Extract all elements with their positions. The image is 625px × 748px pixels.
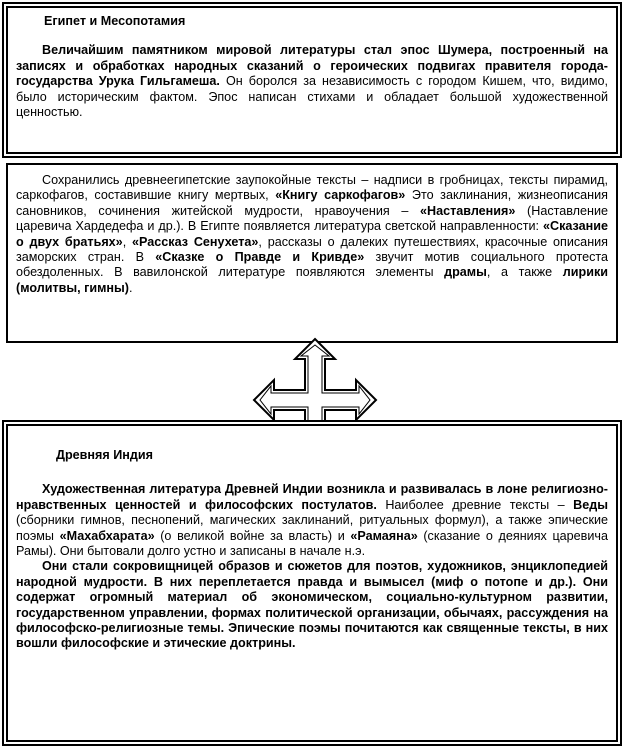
egypt-text-4: , [122,234,133,249]
vedas-term: Веды [573,497,609,512]
ancient-india-box [6,424,618,742]
ramayana-term: «Рамаяна» [350,528,418,543]
india-text-3: (о великой войне за власть) и [154,528,351,543]
egypt-text-7: , а также [486,265,563,280]
egypt-literature-paragraph [16,173,608,296]
lyrics-term: лирики (молитвы, гимны) [16,265,608,295]
gilgamesh-bold-text: Величайшим памятником мировой литературы стал эпос Шумера, построенный на записях и обработках народных сказаний о героических подвигах правителя города-государства Урука Гильгамеша. [16,43,608,89]
drama-term: драмы [444,265,487,280]
egypt-text-2: Это заклинания, жизнеописания сановников, сочинения житейской мудрости, нравоучения – [16,188,608,218]
india-text-4: (сказание о деяниях царевича Рамы). Они бытовали долго устно и записаны в начале н.э. [16,528,608,559]
tale-two-brothers: «Сказание о двух братьях» [16,219,608,249]
mahabharata-term: «Махабхарата» [59,528,155,543]
story-of-sinuhe: «Рассказ Сенухета» [132,234,259,249]
india-intro-bold: Художественная литература Древней Индии возникла и развивалась в лоне религиозно-нравственных ценностей и философских постулатов. [16,482,608,512]
egypt-mesopotamia-title: Египет и Месопотамия [44,14,186,28]
india-text-1: Наиболее древние тексты – [376,497,574,512]
egypt-mesopotamia-paragraph [16,43,608,120]
gilgamesh-text: Он боролся за независимость с городом Кишем, что, видимо, было историческим фактом. Эпос написан стихами и обладает большой художественной ценностью. [16,74,608,120]
book-of-sarcophagi: «Книгу саркофагов» [275,188,406,203]
egypt-text-1: Сохранились древнеегипетские заупокойные тексты – надписи в гробницах, тексты пирамид, саркофагов, составившие книгу мертвых, [16,173,608,203]
egypt-text-6: звучит мотив социального протеста обездоленных. В вавилонской литературе появляются элементы [16,250,608,280]
india-paragraph-1 [16,482,608,559]
egypt-text-8: . [129,280,133,295]
india-treasury-bold: Они стали сокровищницей образов и сюжетов для поэтов, художников, энциклопедией народной мудрости. В них переплетается правда и вымысел (миф о потопе и др.). Они содержат огромный материал об экономическом, социально-культурном развитии, государственном управлении, формах политической организации, обычаях, рассуждения на философско-религиозные темы. Эпические поэмы почитаются как священные тексты, в них вошли философские и этические доктрины. [16,559,608,651]
tale-truth-falsehood: «Сказке о Правде и Кривде» [155,250,365,265]
india-paragraph-2 [16,559,608,651]
egypt-mesopotamia-box [6,6,618,154]
egypt-text-5: , рассказы о далеких путешествиях, красочные описания заморских стран. В [16,234,608,265]
ancient-india-title: Древняя Индия [56,448,153,462]
instructions-title: «Наставления» [419,203,516,218]
egypt-text-3: (Наставление царевича Хардедефа и др.). В Египте появляется литература светской направленности: [16,203,609,234]
india-text-2: (сборники гимнов, песнопений, магических заклинаний, ритуальных формул), а также эпические поэмы [16,513,608,543]
egypt-literature-box [6,163,618,343]
